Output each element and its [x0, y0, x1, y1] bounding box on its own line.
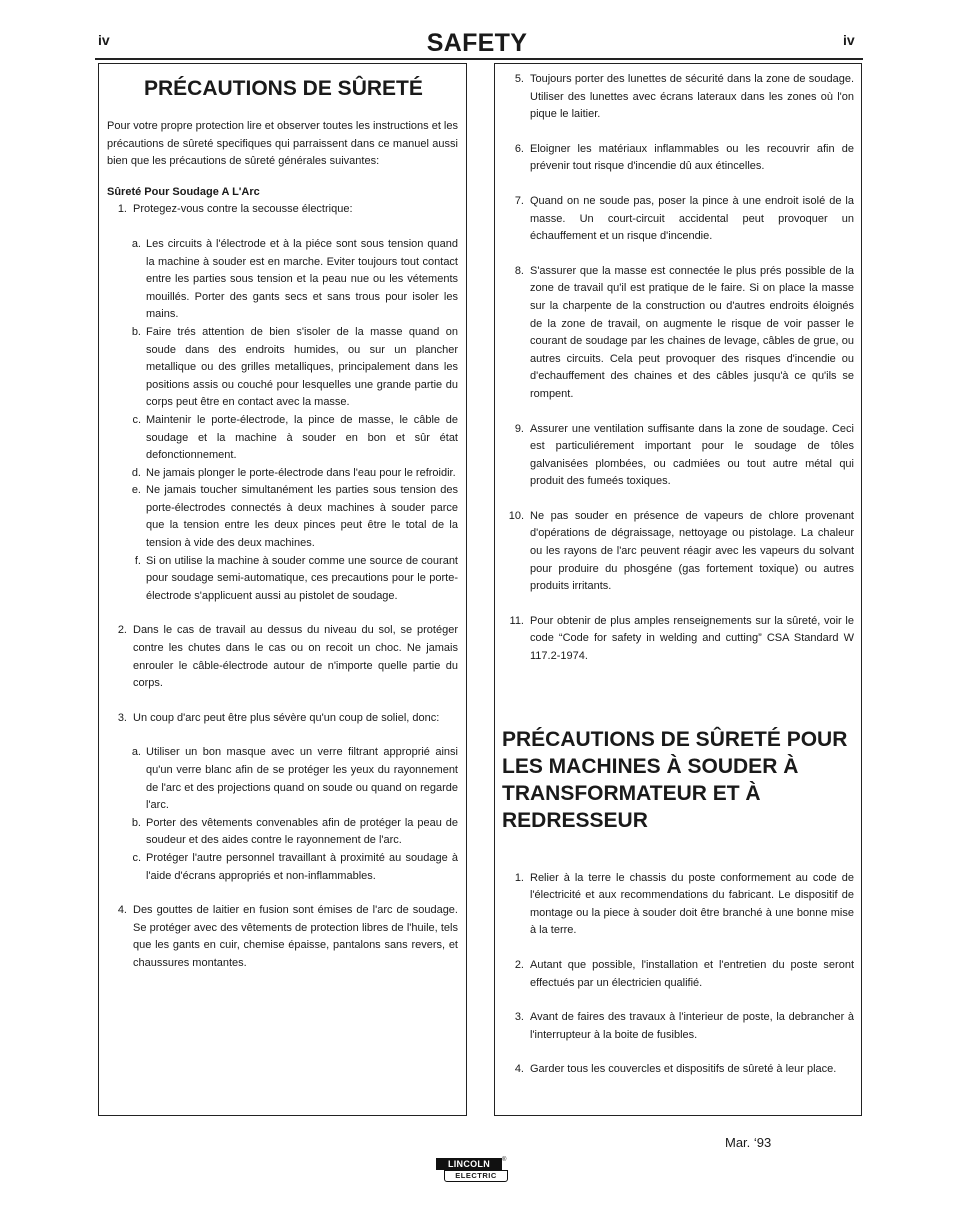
- logo-top-text: LINCOLN: [436, 1158, 502, 1170]
- sub-item: a. Les circuits à l'électrode et à la piéce sont sous tension quand la machine à souder est en marche. Eviter toujours tout contact entre les parties sous tension et la peau nue ou les vétements mouillés. Porter des gants secs et sans trous pour isoler les mains.: [131, 237, 458, 321]
- list-item: 3. Un coup d'arc peut être plus sévère qu'un coup de soliel, donc:: [117, 711, 440, 724]
- list-item: 2. Dans le cas de travail au dessus du niveau du sol, se protéger contre les chutes dans le cas ou on recoit un choc. Ne jamais enrouler le câble-électrode autour de n'importe quelle partie du corps.: [117, 624, 458, 690]
- lincoln-electric-logo: [436, 1158, 508, 1184]
- intro-paragraph: Pour votre propre protection lire et observer toutes les instructions et les précautions de sûreté specifiques qui parraissent dans ce manuel aussi bien que les précautions de sûreté générales suivantes:: [107, 120, 458, 168]
- list-item: 4. Garder tous les couvercles et dispositifs de sûreté à leur place.: [514, 1063, 837, 1076]
- list-item: 1. Protegez-vous contre la secousse électrique:: [117, 203, 353, 216]
- right-column-box: [494, 63, 862, 1116]
- list-item: 4. Des gouttes de laitier en fusion sont émises de l'arc de soudage. Se protéger avec des vêtements de protection libres de l'huile, tels que les gants en cuir, chemise épaisse, pantalons sans revers, et chaussures montantes.: [117, 904, 458, 969]
- sub-item: c. Protéger l'autre personnel travaillant à proximité au soudage à l'aide d'écrans appropriés et non-inflammables.: [132, 851, 458, 882]
- header-rule: [95, 58, 863, 60]
- sub-item: f. Si on utilise la machine à souder comme une source de courant pour soudage semi-automatique, ces precautions pour le porte-électrode s'applicuent aussi au pistolet de soudage.: [134, 554, 458, 602]
- sub-item: b. Faire trés attention de bien s'isoler de la masse quand on soude dans des endroits humides, ou sur un plancher metallique ou des grilles metalliques, principalement dans les positions assis ou couché pour lesquelles une grande partie du corps peut être en contact avec la masse.: [131, 325, 458, 409]
- list-item: 1. Relier à la terre le chassis du poste conformement au code de l'électricité et aux recommendations du fabricant. Le dispositif de montage ou la piece à souder doit être branché à une bonne mise à la terre.: [514, 871, 854, 937]
- list-item: 3. Avant de faires des travaux à l'interieur de poste, la debrancher à l'interrupteur à la boite de fusibles.: [514, 1011, 854, 1041]
- left-column-box: [98, 63, 467, 1116]
- page-number-right: iv: [843, 32, 855, 48]
- sub-item: a. Utiliser un bon masque avec un verre filtrant approprié ainsi qu'un verre blanc afin de se protéger les yeux du rayonnement de l'arc et des projections quand on soude ou quand on regarde l'arc.: [131, 746, 458, 812]
- list-item: 11. Pour obtenir de plus amples renseignements sur la sûreté, voir le code “Code for safety in welding and cutting” CSA Standard W 117.2-1974.: [509, 614, 854, 663]
- revision-date: Mar. ‘93: [725, 1135, 772, 1150]
- list-item: 7. Quand on ne soude pas, poser la pince à une endroit isolé de la masse. Un court-circuit accidental peut provoquer un échauffement et un risque d'incendie.: [514, 194, 854, 243]
- sub-item: c. Maintenir le porte-électrode, la pince de masse, le câble de soudage et la machine à souder en bon et sûr état defonctionnement.: [132, 413, 458, 462]
- list-item: 10. Ne pas souder en présence de vapeurs de chlore provenant d'opérations de dégraissage, nettoyage ou pistolage. La chaleur ou les rayons de l'arc peuvent réagir avec les vapeurs du solvant pour produire du phosgéne (gas fortement toxique) ou autres produits irritants.: [508, 509, 854, 593]
- left-heading: PRÉCAUTIONS DE SÛRETÉ: [144, 77, 423, 100]
- registered-mark: ®: [502, 1157, 507, 1163]
- right-heading: PRÉCAUTIONS DE SÛRETÉ POUR LES MACHINES À SOUDER À TRANSFORMATEUR ET À REDRESSEUR: [502, 727, 848, 832]
- list-item: 5. Toujours porter des lunettes de sécurité dans la zone de soudage. Utiliser des lunettes avec écrans lateraux dans les zones où l'on pique le laitier.: [514, 73, 854, 121]
- list-item: 8. S'assurer que la masse est connectée le plus prés possible de la zone de travail qu'il est pratique de le faire. Si on place la masse sur la charpente de la construction ou d'autres endroits éloignés de la zone de travail, on augmente le risque de voir passer le courant de soudage par les chaines de levage, câbles de grue, ou autres circuits. Cela peut provoquer des risques d'incendie ou d'echauffement des chaines et des câbles jusqu'à ce qu'ils se rompent.: [514, 264, 854, 400]
- page-number-left: iv: [98, 32, 110, 48]
- list-item: 2. Autant que possible, l'installation et l'entretien du poste seront effectués par un électricien qualifié.: [514, 959, 854, 989]
- list-item: 6. Eloigner les matériaux inflammables ou les recouvrir afin de prévenir tout risque d'incendie dû aux étincelles.: [514, 142, 854, 173]
- subheading: Sûreté Pour Soudage A L'Arc: [107, 185, 260, 198]
- sub-item: d. Ne jamais plonger le porte-électrode dans l'eau pour le refroidir.: [131, 466, 456, 479]
- sub-item: e. Ne jamais toucher simultanément les parties sous tension des porte-électrodes connectés à deux machines à souder parce que la tension entre les deux pinces peut être le total de la tension à vide des deux machines.: [131, 484, 458, 550]
- sub-item: b. Porter des vêtements convenables afin de protéger la peau de soudeur et des aides contre le rayonnement de l'arc.: [131, 816, 458, 847]
- page-title: SAFETY: [426, 29, 528, 57]
- logo-bottom-text: ELECTRIC: [444, 1170, 508, 1182]
- list-item: 9. Assurer une ventilation suffisante dans la zone de soudage. Ceci est particuliérement important pour le soudage de tôles galvanisées plombées, ou cadmiées ou tout autre métal qui produit des fumeés toxiques.: [514, 422, 854, 488]
